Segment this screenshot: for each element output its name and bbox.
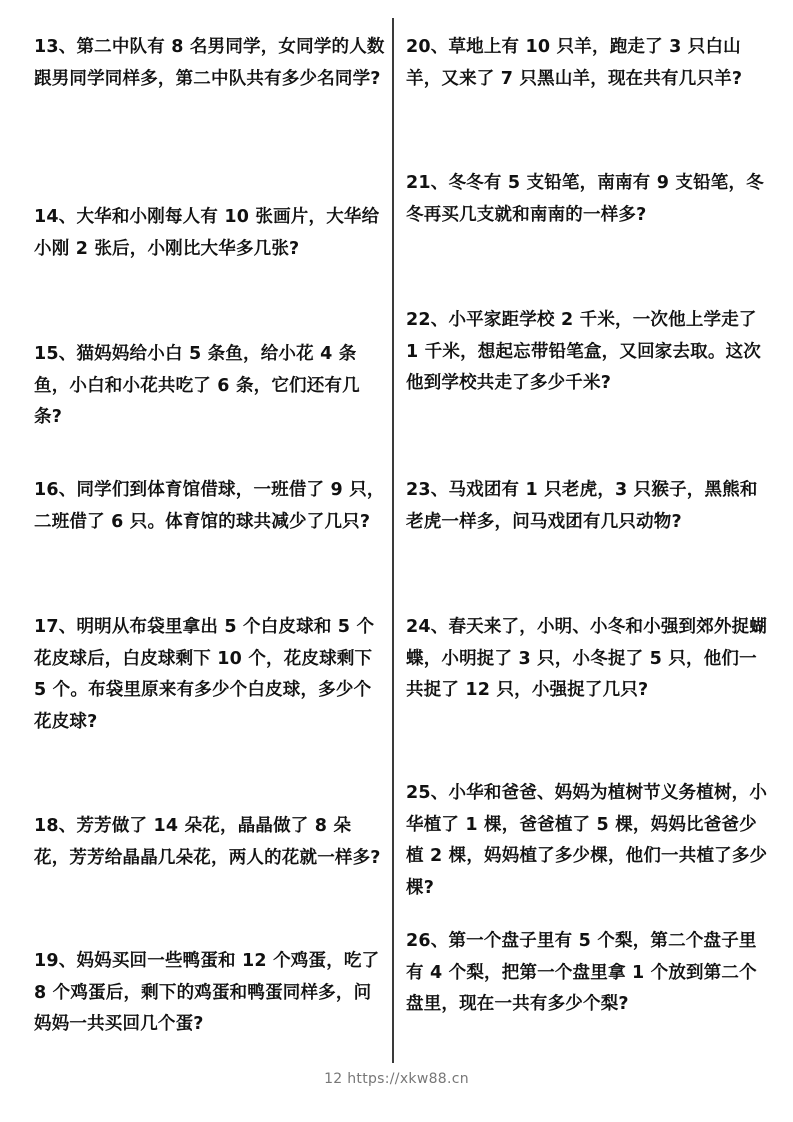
problem-16: 16、同学们到体育馆借球，一班借了 9 只，二班借了 6 只。体育馆的球共减少了几只? [34, 480, 385, 532]
column-divider [392, 18, 394, 1063]
problem-18: 18、芳芳做了 14 朵花，晶晶做了 8 朵花，芳芳给晶晶几朵花，两人的花就一样多? [34, 816, 381, 868]
problem-17: 17、明明从布袋里拿出 5 个白皮球和 5 个花皮球后，白皮球剩下 10 个，花皮球剩下 5 个。布袋里原来有多少个白皮球，多少个花皮球? [34, 617, 375, 732]
problem-15: 15、猫妈妈给小白 5 条鱼，给小花 4 条鱼，小白和小花共吃了 6 条，它们还有几条? [34, 344, 360, 427]
problem-26: 26、第一个盘子里有 5 个梨，第二个盘子里有 4 个梨，把第一个盘里拿 1 个放到第二个盘里，现在一共有多少个梨? [406, 931, 757, 1014]
problem-14: 14、大华和小刚每人有 10 张画片，大华给小刚 2 张后，小刚比大华多几张? [34, 207, 380, 259]
problem-25: 25、小华和爸爸、妈妈为植树节义务植树，小华植了 1 棵，爸爸植了 5 棵，妈妈比爸爸少植 2 棵，妈妈植了多少棵，他们一共植了多少棵? [406, 783, 768, 898]
problem-19: 19、妈妈买回一些鸭蛋和 12 个鸡蛋，吃了 8 个鸡蛋后，剩下的鸡蛋和鸭蛋同样多，问妈妈一共买回几个蛋? [34, 951, 380, 1034]
problem-20: 20、草地上有 10 只羊，跑走了 3 只白山羊，又来了 7 只黑山羊，现在共有几只羊? [406, 37, 743, 89]
problem-23: 23、马戏团有 1 只老虎，3 只猴子，黑熊和老虎一样多，问马戏团有几只动物? [406, 480, 758, 532]
page-footer: 12 https://xkw88.cn [324, 1071, 469, 1087]
problem-22: 22、小平家距学校 2 千米，一次他上学走了 1 千米，想起忘带铅笔盒，又回家去取。这次他到学校共走了多少千米? [406, 310, 761, 393]
problem-24: 24、春天来了，小明、小冬和小强到郊外捉蝴蝶，小明捉了 3 只，小冬捉了 5 只，他们一共捉了 12 只，小强捉了几只? [406, 617, 768, 700]
problem-21: 21、冬冬有 5 支铅笔，南南有 9 支铅笔，冬冬再买几支就和南南的一样多? [406, 173, 764, 225]
problem-13: 13、第二中队有 8 名男同学，女同学的人数跟男同学同样多，第二中队共有多少名同学? [34, 37, 385, 89]
